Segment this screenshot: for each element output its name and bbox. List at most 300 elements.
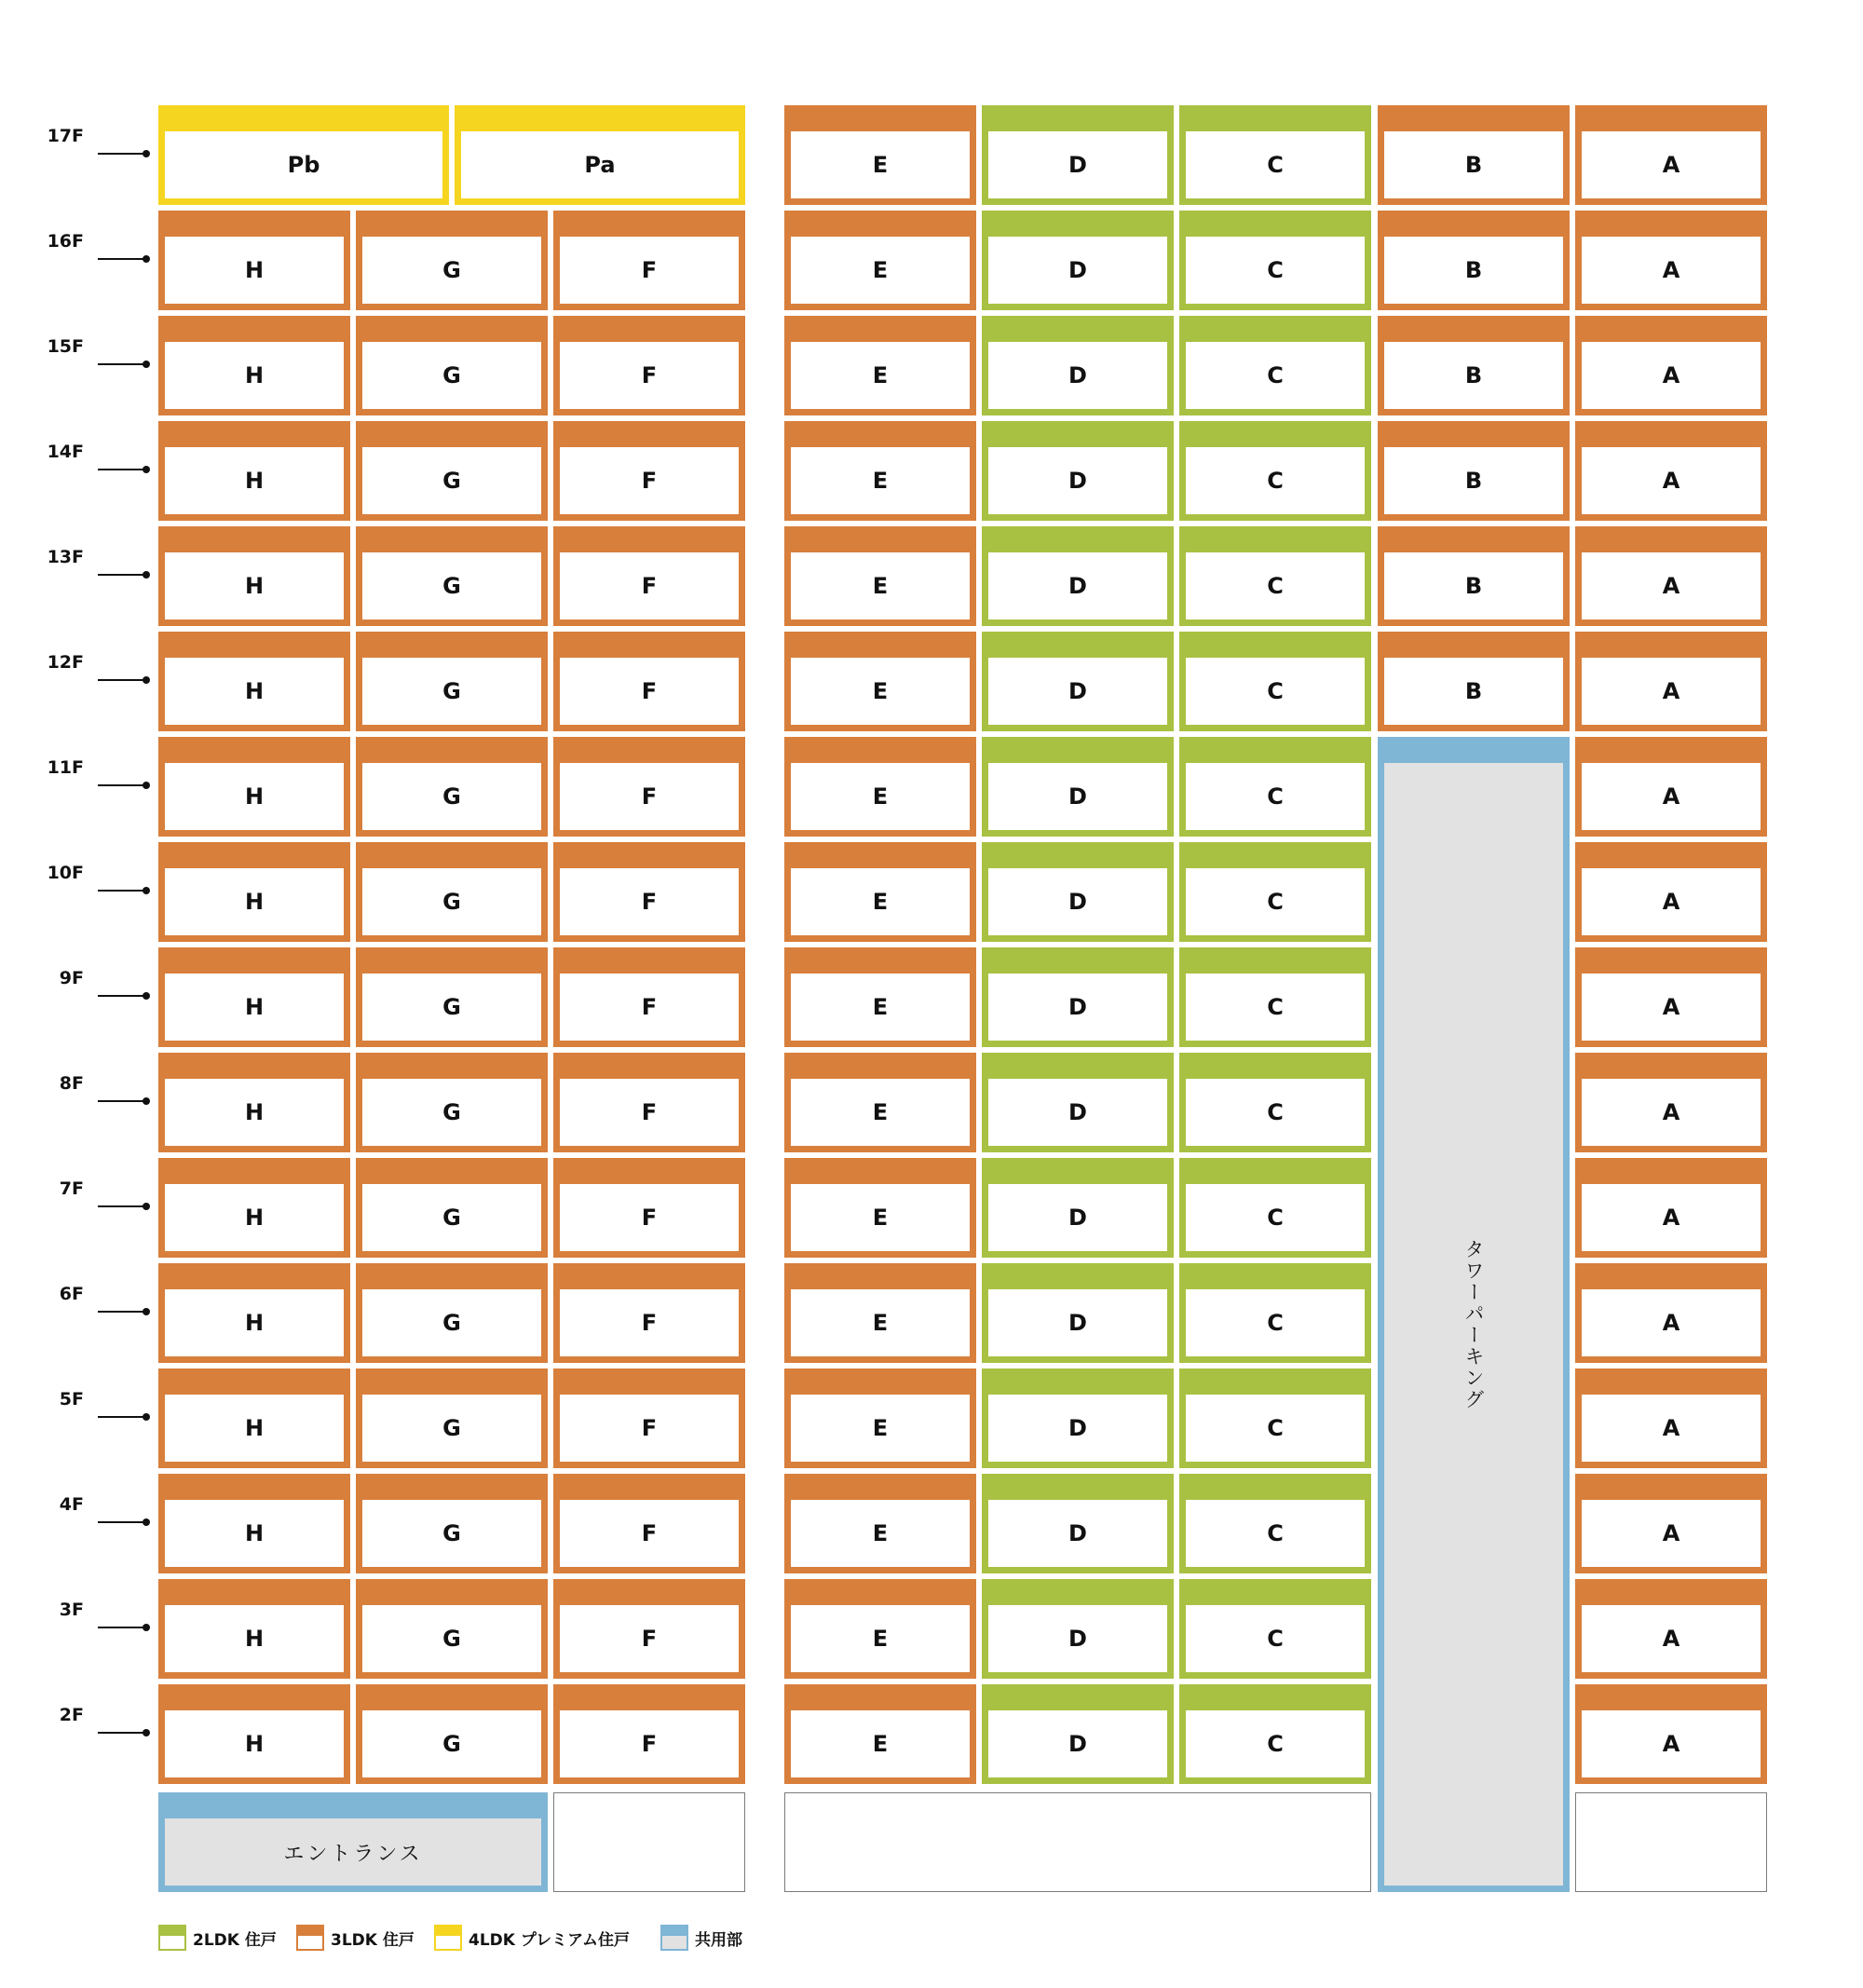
unit-c[interactable] [1179,211,1371,310]
unit-label: F [641,1310,658,1336]
unit-h[interactable] [158,1368,350,1468]
floor-leader-line [98,1627,146,1628]
unit-f[interactable] [553,421,745,521]
unit-label: C [1267,1205,1284,1231]
unit-label: F [641,1415,658,1441]
floor-leader-dot [143,887,150,894]
unit-label: F [641,257,658,283]
unit-f[interactable] [553,737,745,837]
floor-label: 5F [59,1389,84,1409]
unit-pb[interactable] [158,105,449,205]
unit-label: F [641,1205,658,1231]
unit-label: G [442,1731,461,1757]
unit-label: G [442,1310,461,1336]
unit-c[interactable] [1179,737,1371,837]
unit-label: F [641,678,658,704]
unit-g[interactable] [356,421,548,521]
unit-f[interactable] [553,632,745,731]
unit-label: E [872,678,889,704]
unit-label: H [244,994,265,1020]
floor-label: 11F [47,757,84,778]
unit-label: Pb [287,152,320,178]
unit-label: C [1267,1626,1284,1652]
unit-g[interactable] [356,947,548,1047]
floor-leader-dot [143,150,150,157]
unit-g[interactable] [356,211,548,310]
unit-label: B [1464,152,1483,178]
floor-leader-line [98,153,146,155]
legend-swatch [158,1925,186,1951]
floor-leader-dot [143,1413,150,1421]
unit-label: H [244,1205,265,1231]
unit-label: H [244,678,265,704]
unit-label: E [872,1520,889,1546]
unit-d[interactable] [982,211,1174,310]
floor-leader-dot [143,466,150,473]
unit-a[interactable] [1575,1368,1767,1468]
floor-leader-line [98,1416,146,1418]
unit-h[interactable] [158,947,350,1047]
unit-a[interactable] [1575,947,1767,1047]
unit-d[interactable] [982,737,1174,837]
unit-label: F [641,1731,658,1757]
unit-g[interactable] [356,526,548,626]
floor-leader-line [98,679,146,681]
unit-label: A [1662,1415,1680,1441]
floor-leader-dot [143,1624,150,1631]
unit-d[interactable] [982,947,1174,1047]
unit-label: E [872,573,889,599]
unit-label: G [442,468,461,494]
unit-c[interactable] [1179,1053,1371,1152]
floor-leader-dot [143,1518,150,1526]
floor-leader-dot [143,676,150,684]
unit-d[interactable] [982,421,1174,521]
unit-label: F [641,573,658,599]
unit-d[interactable] [982,1579,1174,1679]
unit-a[interactable] [1575,842,1767,942]
unit-c[interactable] [1179,632,1371,731]
legend-item-4ldk [434,1925,630,1951]
unit-c[interactable] [1179,421,1371,521]
floor-label: 2F [59,1705,84,1725]
unit-a[interactable] [1575,1474,1767,1573]
unit-d[interactable] [982,1368,1174,1468]
unit-h[interactable] [158,1474,350,1573]
unit-label: H [244,362,265,388]
unit-label: G [442,994,461,1020]
unit-a[interactable] [1575,632,1767,731]
unit-label: E [872,1626,889,1652]
legend-label: 3LDK 住戸 [331,1930,415,1950]
unit-label: B [1464,257,1483,283]
unit-label: E [872,1731,889,1757]
floor-leader-dot [143,992,150,1000]
unit-f[interactable] [553,947,745,1047]
unit-label: C [1267,1310,1284,1336]
unit-label: G [442,362,461,388]
unit-label: G [442,573,461,599]
unit-label: F [641,1099,658,1125]
unit-f[interactable] [553,1684,745,1784]
unit-e[interactable] [784,632,976,731]
unit-label: C [1267,1520,1284,1546]
floor-leader-line [98,1311,146,1313]
unit-label: C [1267,783,1284,810]
unit-f[interactable] [553,1158,745,1258]
unit-a[interactable] [1575,526,1767,626]
unit-a[interactable] [1575,421,1767,521]
unit-f[interactable] [553,1263,745,1363]
unit-label: C [1267,362,1284,388]
unit-label: A [1662,362,1680,388]
unit-label: B [1464,468,1483,494]
unit-g[interactable] [356,737,548,837]
unit-h[interactable] [158,526,350,626]
unit-a[interactable] [1575,1158,1767,1258]
unit-d[interactable] [982,1263,1174,1363]
unit-b[interactable] [1378,526,1570,626]
unit-e[interactable] [784,1053,976,1152]
unit-e[interactable] [784,1158,976,1258]
unit-f[interactable] [553,1368,745,1468]
unit-f[interactable] [553,316,745,415]
tower-parking [1378,737,1570,1892]
unit-label: D [1068,1731,1087,1757]
unit-g[interactable] [356,1158,548,1258]
floor-leader-line [98,363,146,365]
unit-h[interactable] [158,316,350,415]
unit-label: H [244,1310,265,1336]
unit-label: H [244,1520,265,1546]
legend-item-2ldk [158,1925,277,1951]
unit-d[interactable] [982,1053,1174,1152]
unit-a[interactable] [1575,211,1767,310]
floor-label: 6F [59,1284,84,1304]
unit-label: B [1464,362,1483,388]
unit-c[interactable] [1179,842,1371,942]
floor-leader-dot [143,1097,150,1105]
floor-leader-line [98,1521,146,1523]
unit-label: G [442,257,461,283]
unit-f[interactable] [553,842,745,942]
floor-label: 14F [47,442,84,462]
unit-g[interactable] [356,632,548,731]
unit-a[interactable] [1575,737,1767,837]
unit-label: G [442,1520,461,1546]
unit-label: C [1267,678,1284,704]
unit-label: H [244,468,265,494]
floor-label: 12F [47,652,84,673]
unit-d[interactable] [982,842,1174,942]
unit-e[interactable] [784,947,976,1047]
legend-label: 2LDK 住戸 [193,1930,277,1950]
unit-label: A [1662,889,1680,915]
unit-c[interactable] [1179,1684,1371,1784]
unit-label: G [442,783,461,810]
floor-leader-line [98,469,146,470]
unit-label: D [1068,257,1087,283]
entrance [158,1792,548,1892]
unit-h[interactable] [158,1158,350,1258]
floor-label: 10F [47,863,84,883]
unit-label: C [1267,994,1284,1020]
unit-label: D [1068,468,1087,494]
unit-label: E [872,994,889,1020]
ground-floor-empty-space [784,1792,1371,1892]
unit-e[interactable] [784,1474,976,1573]
unit-h[interactable] [158,1579,350,1679]
legend-label: 4LDK プレミアム住戸 [469,1930,630,1950]
legend-item-3ldk [296,1925,415,1951]
unit-label: H [244,1099,265,1125]
unit-g[interactable] [356,1368,548,1468]
floor-leader-line [98,995,146,997]
unit-label: F [641,783,658,810]
unit-label: A [1662,994,1680,1020]
unit-label: G [442,1099,461,1125]
ground-floor-empty-space [1575,1792,1767,1892]
unit-g[interactable] [356,1263,548,1363]
unit-label: E [872,152,889,178]
unit-label: H [244,1415,265,1441]
unit-e[interactable] [784,105,976,205]
unit-d[interactable] [982,316,1174,415]
floor-leader-dot [143,782,150,789]
unit-label: D [1068,783,1087,810]
unit-label: G [442,678,461,704]
unit-h[interactable] [158,1053,350,1152]
unit-a[interactable] [1575,1263,1767,1363]
unit-e[interactable] [784,842,976,942]
unit-f[interactable] [553,211,745,310]
unit-e[interactable] [784,421,976,521]
unit-label: A [1662,1731,1680,1757]
unit-a[interactable] [1575,1053,1767,1152]
unit-e[interactable] [784,1684,976,1784]
unit-label: H [244,1626,265,1652]
unit-label: H [244,257,265,283]
unit-g[interactable] [356,1684,548,1784]
unit-label: B [1464,573,1483,599]
legend-item-common [660,1925,742,1951]
unit-label: C [1267,573,1284,599]
unit-c[interactable] [1179,1263,1371,1363]
floor-label: 7F [59,1178,84,1199]
unit-label: H [244,1731,265,1757]
unit-label: C [1267,889,1284,915]
unit-g[interactable] [356,1053,548,1152]
unit-label: D [1068,994,1087,1020]
unit-label: D [1068,1205,1087,1231]
unit-h[interactable] [158,632,350,731]
unit-b[interactable] [1378,211,1570,310]
unit-label: G [442,889,461,915]
tower-parking-label: タワーパーキング [1462,1238,1485,1410]
unit-c[interactable] [1179,526,1371,626]
floor-label: 17F [47,126,84,146]
unit-label: D [1068,889,1087,915]
unit-e[interactable] [784,316,976,415]
unit-h[interactable] [158,421,350,521]
unit-a[interactable] [1575,1579,1767,1679]
legend-swatch [660,1925,688,1951]
floor-leader-dot [143,361,150,368]
floor-leader-line [98,258,146,260]
floor-leader-line [98,574,146,576]
unit-g[interactable] [356,316,548,415]
unit-label: F [641,1626,658,1652]
unit-c[interactable] [1179,1368,1371,1468]
unit-label: E [872,362,889,388]
floor-leader-line [98,784,146,786]
unit-b[interactable] [1378,421,1570,521]
entrance-label: エントランス [283,1842,423,1866]
unit-label: C [1267,1731,1284,1757]
unit-label: E [872,1415,889,1441]
floor-leader-dot [143,1308,150,1315]
unit-g[interactable] [356,842,548,942]
unit-label: A [1662,257,1680,283]
unit-label: E [872,889,889,915]
unit-label: D [1068,152,1087,178]
unit-label: E [872,1310,889,1336]
unit-label: A [1662,678,1680,704]
floor-label: 4F [59,1494,84,1515]
unit-e[interactable] [784,1579,976,1679]
unit-label: D [1068,573,1087,599]
floor-label: 8F [59,1073,84,1094]
unit-label: A [1662,573,1680,599]
unit-label: E [872,783,889,810]
floor-leader-dot [143,571,150,579]
unit-label: D [1068,678,1087,704]
unit-label: C [1267,1415,1284,1441]
unit-b[interactable] [1378,632,1570,731]
unit-e[interactable] [784,1368,976,1468]
unit-h[interactable] [158,211,350,310]
unit-c[interactable] [1179,316,1371,415]
unit-label: A [1662,1310,1680,1336]
floor-leader-line [98,890,146,892]
unit-c[interactable] [1179,1474,1371,1573]
unit-h[interactable] [158,842,350,942]
unit-label: F [641,468,658,494]
unit-c[interactable] [1179,105,1371,205]
unit-label: F [641,994,658,1020]
unit-label: A [1662,468,1680,494]
floor-leader-dot [143,1203,150,1210]
unit-label: G [442,1415,461,1441]
unit-f[interactable] [553,1579,745,1679]
unit-label: F [641,889,658,915]
unit-label: H [244,783,265,810]
floor-leader-line [98,1732,146,1734]
unit-e[interactable] [784,526,976,626]
floor-label: 9F [59,968,84,988]
floor-label: 13F [47,547,84,567]
unit-label: E [872,468,889,494]
unit-label: G [442,1205,461,1231]
unit-label: D [1068,1520,1087,1546]
floor-leader-dot [143,1729,150,1736]
unit-label: D [1068,1626,1087,1652]
unit-label: D [1068,362,1087,388]
unit-h[interactable] [158,737,350,837]
unit-label: C [1267,468,1284,494]
floor-leader-dot [143,255,150,263]
unit-label: F [641,362,658,388]
unit-c[interactable] [1179,1579,1371,1679]
unit-label: A [1662,783,1680,810]
unit-label: A [1662,1205,1680,1231]
ground-floor-empty-space [553,1792,745,1892]
unit-label: A [1662,1099,1680,1125]
unit-d[interactable] [982,526,1174,626]
unit-e[interactable] [784,211,976,310]
unit-label: F [641,1520,658,1546]
floor-label: 16F [47,231,84,252]
unit-label: E [872,257,889,283]
unit-d[interactable] [982,105,1174,205]
unit-label: H [244,889,265,915]
legend-swatch [434,1925,462,1951]
unit-label: D [1068,1099,1087,1125]
unit-f[interactable] [553,526,745,626]
unit-f[interactable] [553,1474,745,1573]
floor-label: 15F [47,336,84,357]
unit-h[interactable] [158,1263,350,1363]
unit-label: C [1267,257,1284,283]
unit-b[interactable] [1378,105,1570,205]
floor-leader-line [98,1100,146,1102]
unit-g[interactable] [356,1579,548,1679]
unit-label: B [1464,678,1483,704]
unit-label: E [872,1205,889,1231]
unit-d[interactable] [982,1158,1174,1258]
unit-e[interactable] [784,737,976,837]
unit-h[interactable] [158,1684,350,1784]
unit-pa[interactable] [455,105,745,205]
unit-d[interactable] [982,1684,1174,1784]
floor-leader-line [98,1205,146,1207]
unit-label: A [1662,1520,1680,1546]
unit-a[interactable] [1575,1684,1767,1784]
unit-label: D [1068,1310,1087,1336]
unit-label: E [872,1099,889,1125]
unit-d[interactable] [982,632,1174,731]
unit-a[interactable] [1575,105,1767,205]
unit-label: A [1662,152,1680,178]
floor-label: 3F [59,1600,84,1620]
unit-c[interactable] [1179,1158,1371,1258]
unit-b[interactable] [1378,316,1570,415]
unit-e[interactable] [784,1263,976,1363]
legend-swatch [296,1925,324,1951]
unit-label: Pa [584,152,616,178]
legend-label: 共用部 [695,1930,742,1950]
unit-f[interactable] [553,1053,745,1152]
unit-d[interactable] [982,1474,1174,1573]
unit-g[interactable] [356,1474,548,1573]
unit-a[interactable] [1575,316,1767,415]
unit-label: C [1267,1099,1284,1125]
unit-label: C [1267,152,1284,178]
unit-c[interactable] [1179,947,1371,1047]
unit-label: A [1662,1626,1680,1652]
unit-label: H [244,573,265,599]
unit-label: G [442,1626,461,1652]
